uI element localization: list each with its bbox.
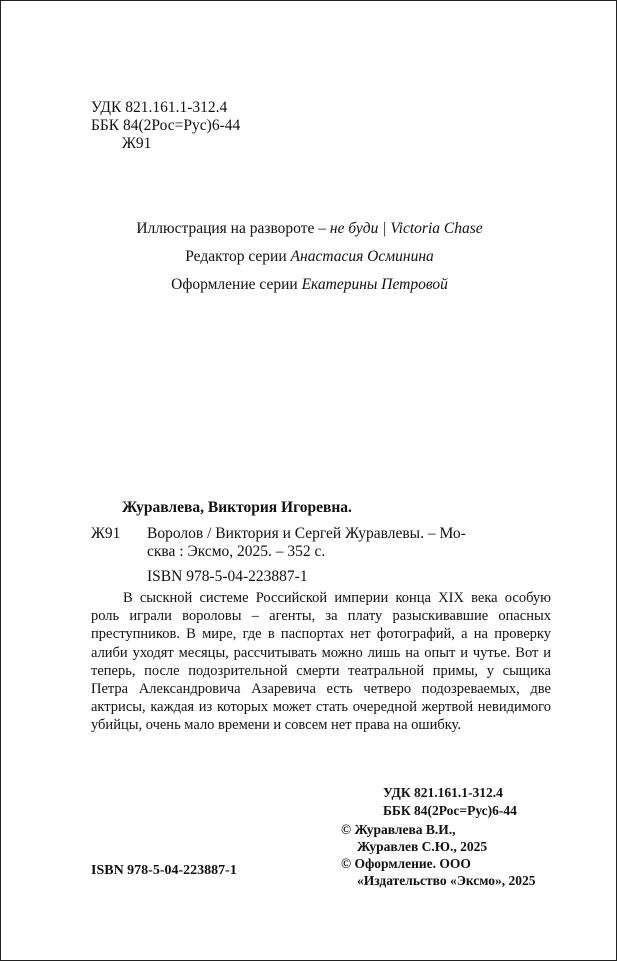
- bibliography-author: Журавлева, Виктория Игоревна.: [122, 499, 352, 516]
- book-annotation: В сыскной системе Российской империи конца XIX века особую роль играли вороловы – агенты, за плату разыскивавшие опасных преступников. В мире, где в паспортах нет фотографий, а на проверку алиби уходят месяцы, рассчитывать можно лишь на опыт и чутье. Вот и теперь, после подозрительной смерти театральной примы, у сыщика Петра Александровича Азаревича есть четверо подозреваемых, две актрисы, каждая из которых может стать очередной жертвой невидимого убийцы, очень мало времени и совсем нет права на ошибку.: [91, 590, 551, 734]
- bibliography-sign: Ж91: [91, 525, 121, 542]
- editor-value: Анастасия Осминина: [290, 248, 434, 265]
- illustration-credit: [1, 220, 617, 238]
- bbk-code: ББК 84(2Рос=Рус)6-44: [91, 117, 241, 134]
- footer-bbk-code: ББК 84(2Рос=Рус)6-44: [383, 803, 517, 818]
- copyright-line-2: Журавлев С.Ю., 2025: [357, 839, 488, 854]
- bibliography-isbn: ISBN 978-5-04-223887-1: [147, 568, 308, 585]
- bibliography-entry-line2: сква : Эксмо, 2025. – 352 с.: [147, 543, 326, 560]
- author-sign: Ж91: [122, 135, 152, 152]
- copyright-line-4: «Издательство «Эксмо», 2025: [357, 873, 536, 888]
- bibliography-entry-line1: Воролов / Виктория и Сергей Журавлевы. – Мо-: [147, 525, 466, 542]
- editor-credit: [1, 248, 617, 266]
- copyright-line-3: © Оформление. ООО: [341, 856, 471, 871]
- design-label: Оформление серии: [171, 276, 298, 293]
- udk-code: УДК 821.161.1-312.4: [91, 99, 228, 116]
- illustration-value: не буди | Victoria Chase: [329, 220, 483, 237]
- footer-udk-code: УДК 821.161.1-312.4: [383, 785, 503, 800]
- design-value: Екатерины Петровой: [301, 276, 448, 293]
- design-credit: [1, 276, 617, 294]
- copyright-line-1: © Журавлева В.И.,: [341, 822, 456, 837]
- footer-isbn: ISBN 978-5-04-223887-1: [91, 863, 237, 878]
- illustration-label: Иллюстрация на развороте –: [136, 220, 327, 237]
- editor-label: Редактор серии: [185, 248, 287, 265]
